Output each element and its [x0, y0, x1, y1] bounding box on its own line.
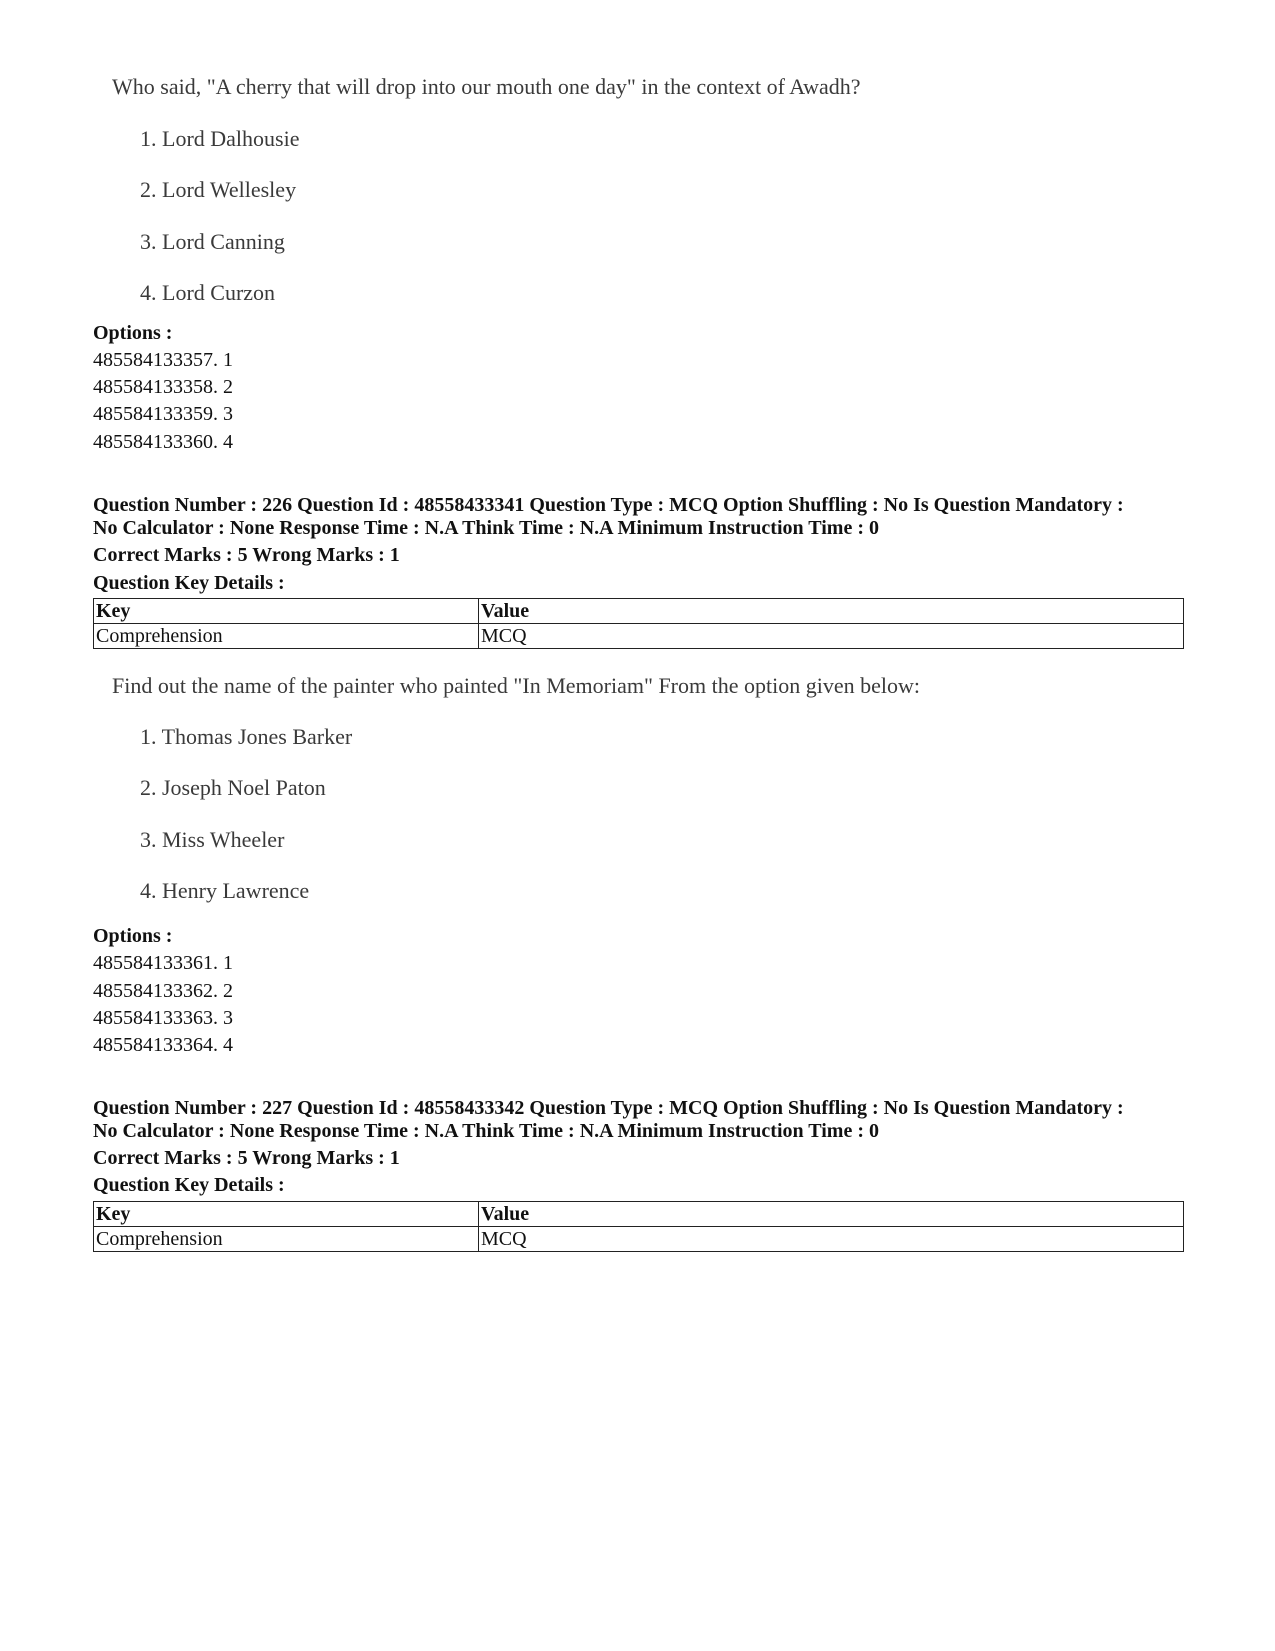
- key-value-table: [93, 598, 1184, 649]
- value-cell: MCQ: [479, 1227, 1184, 1252]
- key-details-heading: Question Key Details :: [93, 572, 285, 594]
- table-header-row: [94, 1202, 1184, 1227]
- choice-4: 4. Henry Lawrence: [140, 878, 310, 903]
- question-meta-line1: Question Number : 226 Question Id : 48558433341 Question Type : MCQ Option Shuffling : No Is Question Mandatory :: [93, 494, 1124, 516]
- marks-line: Correct Marks : 5 Wrong Marks : 1: [93, 1147, 400, 1169]
- key-cell: Comprehension: [94, 624, 479, 649]
- question-text: Who said, "A cherry that will drop into our mouth one day" in the context of Awadh?: [112, 74, 861, 99]
- key-details-heading: Question Key Details :: [93, 1174, 285, 1196]
- option-id-1: 485584133361. 1: [93, 952, 233, 974]
- question-text: Find out the name of the painter who painted "In Memoriam" From the option given below:: [112, 673, 920, 698]
- options-heading: Options :: [93, 322, 173, 344]
- choice-3: 3. Lord Canning: [140, 229, 285, 254]
- table-header-row: [94, 599, 1184, 624]
- choice-4: 4. Lord Curzon: [140, 280, 276, 305]
- option-id-3: 485584133363. 3: [93, 1007, 233, 1029]
- option-id-1: 485584133357. 1: [93, 349, 233, 371]
- key-value-table: [93, 1201, 1184, 1252]
- option-id-3: 485584133359. 3: [93, 403, 233, 425]
- question-meta-line2: No Calculator : None Response Time : N.A Think Time : N.A Minimum Instruction Time : 0: [93, 517, 879, 539]
- choice-3: 3. Miss Wheeler: [140, 827, 285, 852]
- marks-line: Correct Marks : 5 Wrong Marks : 1: [93, 544, 400, 566]
- option-id-4: 485584133360. 4: [93, 431, 233, 453]
- options-heading: Options :: [93, 925, 173, 947]
- value-header: Value: [479, 1202, 1184, 1227]
- choice-1: 1. Thomas Jones Barker: [140, 724, 353, 749]
- table-row: [94, 624, 1184, 649]
- value-header: Value: [479, 599, 1184, 624]
- key-cell: Comprehension: [94, 1227, 479, 1252]
- choice-1: 1. Lord Dalhousie: [140, 126, 300, 151]
- choice-2: 2. Lord Wellesley: [140, 177, 297, 202]
- question-meta-line1: Question Number : 227 Question Id : 48558433342 Question Type : MCQ Option Shuffling : No Is Question Mandatory :: [93, 1097, 1124, 1119]
- choice-2: 2. Joseph Noel Paton: [140, 775, 326, 800]
- table-row: [94, 1227, 1184, 1252]
- option-id-2: 485584133358. 2: [93, 376, 233, 398]
- question-meta-line2: No Calculator : None Response Time : N.A Think Time : N.A Minimum Instruction Time : 0: [93, 1120, 879, 1142]
- key-header: Key: [94, 1202, 479, 1227]
- value-cell: MCQ: [479, 624, 1184, 649]
- option-id-2: 485584133362. 2: [93, 980, 233, 1002]
- key-header: Key: [94, 599, 479, 624]
- option-id-4: 485584133364. 4: [93, 1034, 233, 1056]
